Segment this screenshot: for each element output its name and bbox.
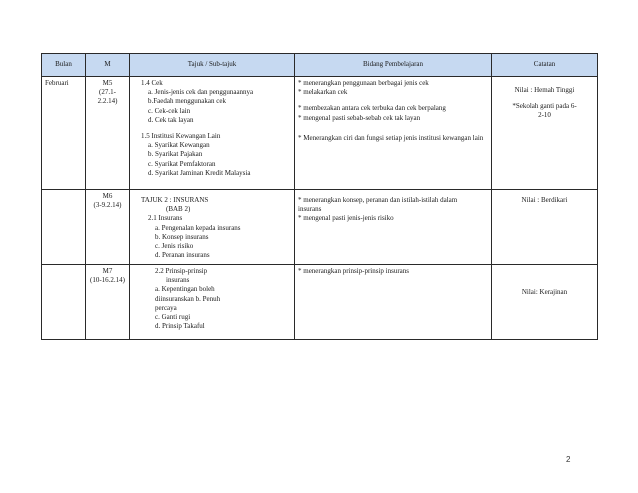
learning-point: * Menerangkan ciri dan fungsi setiap jenis institusi kewangan lain <box>298 133 484 142</box>
note-value: Nilai: Kerajinan <box>521 288 568 296</box>
subtopic-item: a. Pengenalan kepada insurans <box>155 223 241 232</box>
subtopic-item: a. Kepentingan boleh <box>155 285 215 294</box>
subtopic-heading: 1.4 Cek <box>141 79 163 87</box>
table-row <box>42 190 598 265</box>
learning-point: * melakarkan cek <box>298 88 348 97</box>
subtopic-item: d. Cek tak layan <box>148 115 194 124</box>
note-value: Nilai : Berdikari <box>521 196 568 204</box>
cell-tajuk <box>130 77 295 190</box>
week-range: 2.2.14) <box>97 97 118 106</box>
learning-point: * membezakan antara cek terbuka dan cek berpalang <box>298 104 446 113</box>
table-row <box>42 265 598 340</box>
subtopic-item: b. Syarikat Pajakan <box>148 150 203 159</box>
cell-minggu <box>86 77 130 190</box>
subtopic-item: b.Faedah menggunakan cek <box>148 97 226 106</box>
cell-bulan <box>42 265 86 340</box>
week-label: M5 <box>102 79 113 87</box>
cell-minggu <box>86 265 130 340</box>
learning-point: * menerangkan penggunaan berbagai jenis cek <box>298 79 429 87</box>
week-range: (10-16.2.14) <box>90 276 125 285</box>
week-label: M7 <box>102 267 113 275</box>
subtopic-item: b. Konsep insurans <box>155 232 209 241</box>
cell-bidang <box>295 190 492 265</box>
subtopic-item: c. Ganti rugi <box>155 313 191 322</box>
week-range: (27.1- <box>99 88 116 97</box>
subtopic-heading: 2.2 Prinsip-prinsip <box>155 267 208 275</box>
learning-point: * menerangkan konsep, peranan dan istilah-istilah dalam <box>298 196 458 204</box>
header-row <box>42 54 598 77</box>
subtopic-heading: 2.1 Insurans <box>148 214 183 223</box>
note-text: 2-10 <box>538 111 551 120</box>
cell-bidang <box>295 77 492 190</box>
subtopic-item: diinsuranskan b. Penuh <box>155 294 221 303</box>
subtopic-heading-cont: insurans <box>166 276 190 285</box>
cell-tajuk <box>130 190 295 265</box>
note-value: Nilai : Hemah Tinggi <box>514 86 575 94</box>
topic-heading: TAJUK 2 : INSURANS <box>141 196 209 204</box>
cell-tajuk <box>130 265 295 340</box>
lesson-plan-table <box>41 53 598 340</box>
cell-catatan <box>492 77 598 190</box>
subtopic-item: percaya <box>155 303 177 312</box>
topic-chapter: (BAB 2) <box>166 205 191 214</box>
subtopic-heading: 1.5 Institusi Kewangan Lain <box>141 132 221 141</box>
header-catatan: Catatan <box>492 54 598 77</box>
header-tajuk: Tajuk / Sub-tajuk <box>130 54 295 77</box>
subtopic-item: c. Cek-cek lain <box>148 106 191 115</box>
subtopic-item: d. Syarikat Jaminan Kredit Malaysia <box>148 168 251 177</box>
table-row <box>42 77 598 190</box>
page-number: 2 <box>566 455 571 464</box>
learning-point: insurans <box>298 205 322 214</box>
week-label: M6 <box>102 192 113 200</box>
cell-catatan <box>492 265 598 340</box>
subtopic-item: a. Jenis-jenis cek dan penggunaannya <box>148 88 254 97</box>
header-bulan: Bulan <box>42 54 86 77</box>
subtopic-item: a. Syarikat Kewangan <box>148 141 210 150</box>
learning-point: * mengenal pasti sebab-sebab cek tak layan <box>298 113 421 122</box>
learning-point: * mengenal pasti jenis-jenis risiko <box>298 214 394 223</box>
subtopic-item: c. Jenis risiko <box>155 242 194 251</box>
header-m: M <box>86 54 130 77</box>
header-bidang: Bidang Pembelajaran <box>295 54 492 77</box>
note-text: *Sekolah ganti pada 6- <box>512 102 577 111</box>
cell-catatan <box>492 190 598 265</box>
subtopic-item: d. Prinsip Takaful <box>155 322 205 331</box>
week-range: (3-9.2.14) <box>93 201 122 210</box>
month-text: Februari <box>45 79 69 87</box>
cell-bidang <box>295 265 492 340</box>
subtopic-item: c. Syarikat Pemfaktoran <box>148 159 216 168</box>
cell-bulan <box>42 77 86 190</box>
cell-minggu <box>86 190 130 265</box>
learning-point: * menerangkan prinsip-prinsip insurans <box>298 267 410 275</box>
subtopic-item: d. Peranan insurans <box>155 251 210 260</box>
cell-bulan <box>42 190 86 265</box>
